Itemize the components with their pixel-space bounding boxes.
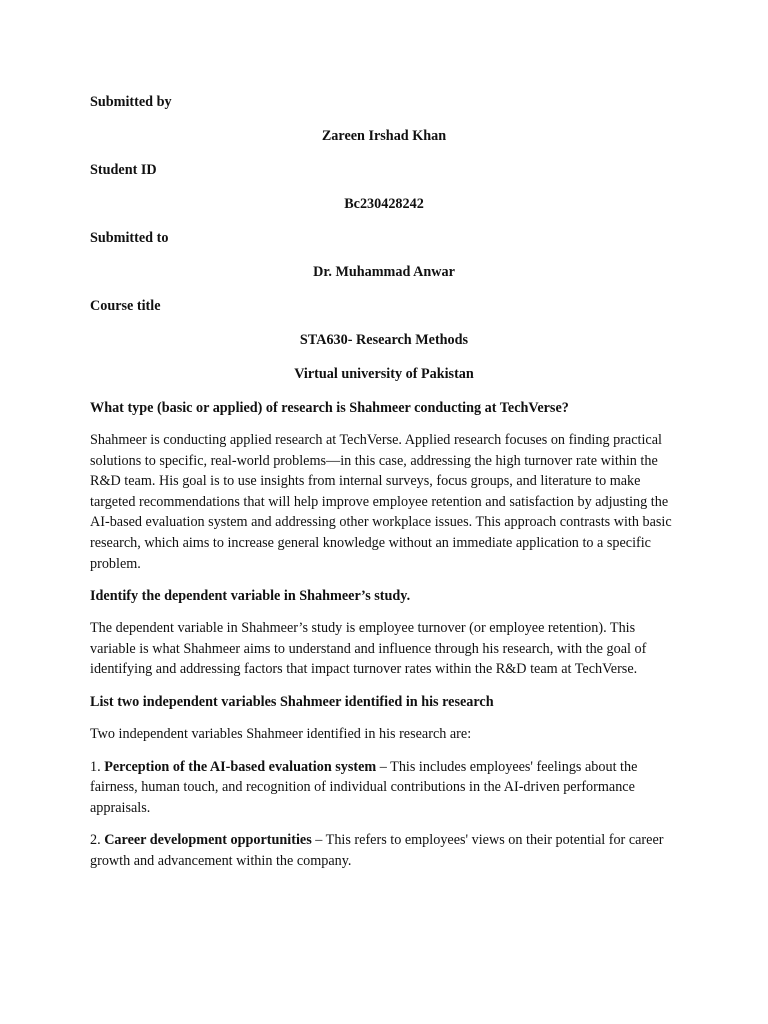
submitted-by-label: Submitted by <box>90 94 172 110</box>
document-page <box>90 92 678 884</box>
student-id: Bc230428242 <box>344 196 424 212</box>
question-1-answer: Shahmeer is conducting applied research at TechVerse. Applied research focuses on finding practical solutions to specific, real-world problems—in this case, addressing the high turnover rate within the R&D team. His goal is to use insights from internal surveys, focus groups, and literature to make targeted recommendations that will help improve employee retention and satisfaction by adjusting the AI-based evaluation system and addressing other workplace issues. This approach contrasts with basic research, which aims to increase general knowledge without an immediate application to a specific problem. <box>90 432 672 572</box>
question-2-answer: The dependent variable in Shahmeer’s study is employee turnover (or employee retention). This variable is what Shahmeer aims to understand and influence through his research, with the goal of identifying and addressing factors that impact turnover rates within the R&D team at TechVerse. <box>90 620 647 678</box>
list-item-term: Perception of the AI-based evaluation system <box>104 758 377 775</box>
course-title-label: Course title <box>90 298 161 314</box>
question-3-heading: List two independent variables Shahmeer identified in his research <box>90 693 494 710</box>
course-name: STA630- Research Methods <box>299 332 469 348</box>
list-item-term: Career development opportunities <box>104 832 312 849</box>
list-item-description: – This refers to employees' views on their potential for career growth and advancement within the company. <box>90 832 664 869</box>
submitted-to-label: Submitted to <box>90 230 169 246</box>
question-3-intro: Two independent variables Shahmeer identified in his research are: <box>90 725 472 742</box>
list-item-description: – This includes employees' feelings about the fairness, human touch, and recognition of individual contributions in the AI-driven performance appraisals. <box>90 758 638 816</box>
question-1-heading: What type (basic or applied) of research is Shahmeer conducting at TechVerse? <box>90 400 569 416</box>
student-name: Zareen Irshad Khan <box>321 128 447 144</box>
instructor-name: Dr. Muhammad Anwar <box>313 264 455 280</box>
question-2-heading: Identify the dependent variable in Shahmeer’s study. <box>90 588 411 605</box>
list-item-number: 1. <box>90 758 101 775</box>
list-item <box>90 830 678 871</box>
list-item <box>90 757 678 819</box>
student-id-label: Student ID <box>90 162 157 178</box>
list-item-number: 2. <box>90 832 101 849</box>
university-name: Virtual university of Pakistan <box>294 366 474 382</box>
